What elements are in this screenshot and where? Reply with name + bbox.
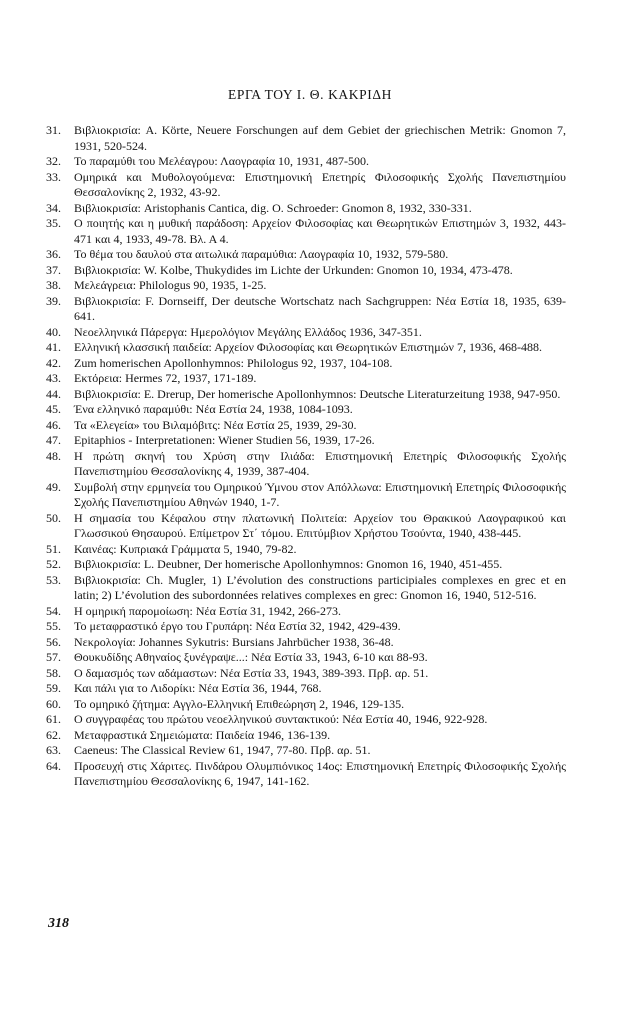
- entry-text: Βιβλιοκρισία: F. Dornseiff, Der deutsche Wortschatz nach Sachgruppen: Νέα Εστία 18, 1935, 639-641.: [74, 293, 566, 323]
- bibliography-entry: [46, 557, 566, 573]
- entry-number: 36.: [46, 247, 61, 261]
- entry-text: Νεκρολογία: Johannes Sykutris: Bursians Jahrbücher 1938, 36-48.: [74, 634, 394, 649]
- bibliography-entry: [46, 325, 566, 341]
- entry-number: 45.: [46, 402, 61, 416]
- entry-text: Η σημασία του Κέφαλου στην πλατωνική Πολιτεία: Αρχείον του Θρακικού Λαογραφικού και Γλωσσικού Θησαυρού. Επίμετρον Στ΄ τόμου. Επιτύμβιον Χρήστου Τσούντα, 1940, 438-445.: [74, 510, 566, 540]
- entry-text: Εκτόρεια: Hermes 72, 1937, 171-189.: [74, 371, 257, 385]
- bibliography-entry: [46, 263, 566, 279]
- bibliography-entry: [46, 371, 566, 387]
- entry-text: Η πρώτη σκηνή του Χρύση στην Ιλιάδα: Επιστημονική Επετηρίς Φιλοσοφικής Σχολής Πανεπιστημίου Θεσσαλονίκης 4, 1939, 387-404.: [74, 448, 566, 478]
- bibliography-entry: [46, 635, 566, 651]
- bibliography-entry: [46, 340, 566, 356]
- entry-number: 34.: [46, 200, 61, 215]
- entry-text: Epitaphios - Interpretationen: Wiener Studien 56, 1939, 17-26.: [74, 433, 375, 447]
- bibliography-entry: [46, 433, 566, 449]
- entry-number: 43.: [46, 371, 61, 385]
- entry-text: Θουκυδίδης Αθηναίος ξυνέγραψε...: Νέα Εστία 33, 1943, 6-10 και 88-93.: [74, 650, 428, 664]
- entry-text: Τα «Ελεγεία» του Βιλαμόβιτς: Νέα Εστία 25, 1939, 29-30.: [74, 417, 357, 432]
- bibliography-entry: [46, 402, 566, 418]
- entry-number: 49.: [46, 479, 61, 494]
- entry-number: 48.: [46, 448, 61, 463]
- bibliography-entry: [46, 650, 566, 666]
- bibliography-entry: [46, 743, 566, 759]
- entry-number: 51.: [46, 541, 61, 556]
- bibliography-entry: [46, 604, 566, 620]
- entry-number: 60.: [46, 696, 61, 711]
- entry-text: Το μεταφραστικό έργο του Γρυπάρη: Νέα Εστία 32, 1942, 429-439.: [74, 619, 401, 633]
- bibliography-entry: [46, 712, 566, 728]
- entry-text: Ο συγγραφέας του πρώτου νεοελληνικού συντακτικού: Νέα Εστία 40, 1946, 922-928.: [74, 712, 488, 726]
- bibliography-entry: [46, 418, 566, 434]
- entry-number: 58.: [46, 665, 61, 680]
- entry-number: 50.: [46, 510, 61, 525]
- entry-number: 55.: [46, 619, 61, 633]
- entry-number: 63.: [46, 743, 61, 757]
- entry-text: Ένα ελληνικό παραμύθι: Νέα Εστία 24, 1938, 1084-1093.: [74, 402, 353, 416]
- entry-text: Μεταφραστικά Σημειώματα: Παιδεία 1946, 136-139.: [74, 727, 331, 742]
- bibliography-entry: [46, 201, 566, 217]
- bibliography-entry: [46, 666, 566, 682]
- bibliography-entry: [46, 170, 566, 201]
- entry-text: Μελεάγρεια: Philologus 90, 1935, 1-25.: [74, 278, 267, 292]
- entry-number: 54.: [46, 603, 61, 618]
- entry-number: 61.: [46, 712, 61, 726]
- bibliography-entry: [46, 216, 566, 247]
- entry-text: Βιβλιοκρισία: A. Körte, Neuere Forschungen auf dem Gebiet der griechischen Metrik: Gnomon 7, 1931, 520-524.: [74, 123, 566, 153]
- entry-text: Ο δαμασμός των αδάμαστων: Νέα Εστία 33, 1943, 389-393. Πρβ. αρ. 51.: [74, 665, 429, 680]
- bibliography-entry: [46, 759, 566, 790]
- entry-number: 33.: [46, 169, 61, 184]
- entry-number: 35.: [46, 216, 61, 230]
- entry-number: 44.: [46, 386, 61, 401]
- entry-text: Και πάλι για το Λιδορίκι: Νέα Εστία 36, 1944, 768.: [74, 681, 322, 695]
- entry-text: Ομηρικά και Μυθολογούμενα: Επιστημονική Επετηρίς Φιλοσοφικής Σχολής Πανεπιστημίου Θεσσαλονίκης 2, 1932, 43-92.: [74, 169, 566, 199]
- bibliography-entry: [46, 294, 566, 325]
- entry-text: Η ομηρική παρομοίωση: Νέα Εστία 31, 1942, 266-273.: [74, 603, 342, 618]
- entry-number: 56.: [46, 634, 61, 649]
- entry-text: Προσευχή στις Χάριτες. Πινδάρου Ολυμπιόνικος 14ος: Επιστημονική Επετηρίς Φιλοσοφικής Σχολής Πανεπιστημίου Θεσσαλονίκης 6, 1947, 141-162.: [74, 758, 566, 788]
- entry-number: 52.: [46, 557, 61, 571]
- bibliography-entry: [46, 681, 566, 697]
- entry-text: Το θέμα του δαυλού στα αιτωλικά παραμύθια: Λαογραφία 10, 1932, 579-580.: [74, 247, 449, 261]
- entry-number: 32.: [46, 154, 61, 168]
- entry-number: 41.: [46, 340, 61, 354]
- entry-number: 64.: [46, 758, 61, 773]
- bibliography-entry: [46, 387, 566, 403]
- entry-number: 37.: [46, 262, 61, 277]
- bibliography-entry: [46, 573, 566, 604]
- entry-number: 57.: [46, 650, 61, 664]
- entry-text: Ελληνική κλασσική παιδεία: Αρχείον Φιλοσοφίας και Θεωρητικών Επιστημών 7, 1936, 468-488.: [74, 340, 542, 354]
- entry-text: Καινέας: Κυπριακά Γράμματα 5, 1940, 79-82.: [74, 541, 297, 556]
- entry-text: Βιβλιοκρισία: W. Kolbe, Thukydides im Lichte der Urkunden: Gnomon 10, 1934, 473-478.: [74, 262, 513, 277]
- entry-number: 46.: [46, 417, 61, 432]
- bibliography-entry: [46, 449, 566, 480]
- bibliography-entry: [46, 154, 566, 170]
- entry-text: Caeneus: The Classical Review 61, 1947, 77-80. Πρβ. αρ. 51.: [74, 743, 371, 757]
- bibliography-list: [46, 123, 566, 790]
- entry-text: Zum homerischen Apollonhymnos: Philologus 92, 1937, 104-108.: [74, 355, 393, 370]
- entry-text: Ο ποιητής και η μυθική παράδοση: Αρχείον Φιλοσοφίας και Θεωρητικών Επιστημών 3, 1932, 443-471 και 4, 1933, 49-78. Βλ. Α 4.: [74, 216, 566, 246]
- entry-number: 40.: [46, 324, 61, 339]
- entry-number: 47.: [46, 433, 61, 447]
- bibliography-entry: [46, 356, 566, 372]
- bibliography-entry: [46, 278, 566, 294]
- entry-text: Βιβλιοκρισία: L. Deubner, Der homerische Apollonhymnos: Gnomon 16, 1940, 451-455.: [74, 557, 503, 571]
- entry-text: Βιβλιοκρισία: Aristophanis Cantica, dig. O. Schroeder: Gnomon 8, 1932, 330-331.: [74, 200, 472, 215]
- entry-number: 38.: [46, 278, 61, 292]
- bibliography-entry: [46, 511, 566, 542]
- page-heading: ΕΡΓΑ ΤΟΥ Ι. Θ. ΚΑΚΡΙΔΗ: [228, 87, 392, 102]
- bibliography-entry: [46, 480, 566, 511]
- entry-text: Συμβολή στην ερμηνεία του Ομηρικού Ύμνου στον Απόλλωνα: Επιστημονική Επετηρίς Φιλοσοφικής Σχολής Πανεπιστημίου Αθηνών 1940, 1-7.: [74, 479, 566, 509]
- bibliography-entry: [46, 247, 566, 263]
- entry-number: 53.: [46, 572, 61, 587]
- entry-text: Βιβλιοκρισία: Ch. Mugler, 1) L’évolution des constructions participiales complexes en grec et en latin; 2) L’évolution des subordonnées relatives complexes en grec: Gnomon 16, 1940, 512-516.: [74, 572, 566, 602]
- page-number: 318: [48, 916, 69, 931]
- bibliography-entry: [46, 728, 566, 744]
- entry-number: 62.: [46, 727, 61, 742]
- entry-text: Το ομηρικό ζήτημα: Αγγλο-Ελληνική Επιθεώρηση 2, 1946, 129-135.: [74, 696, 405, 711]
- entry-number: 59.: [46, 681, 61, 695]
- entry-number: 42.: [46, 355, 61, 370]
- bibliography-entry: [46, 619, 566, 635]
- bibliography-entry: [46, 697, 566, 713]
- entry-number: 39.: [46, 293, 61, 308]
- bibliography-entry: [46, 123, 566, 154]
- entry-text: Νεοελληνικά Πάρεργα: Ημερολόγιον Μεγάλης Ελλάδος 1936, 347-351.: [74, 324, 422, 339]
- bibliography-entry: [46, 542, 566, 558]
- entry-text: Βιβλιοκρισία: E. Drerup, Der homerische Apollonhymnos: Deutsche Literaturzeitung 1938, 947-950.: [74, 386, 561, 401]
- entry-text: Το παραμύθι του Μελέαγρου: Λαογραφία 10, 1931, 487-500.: [74, 154, 370, 168]
- entry-number: 31.: [46, 123, 61, 137]
